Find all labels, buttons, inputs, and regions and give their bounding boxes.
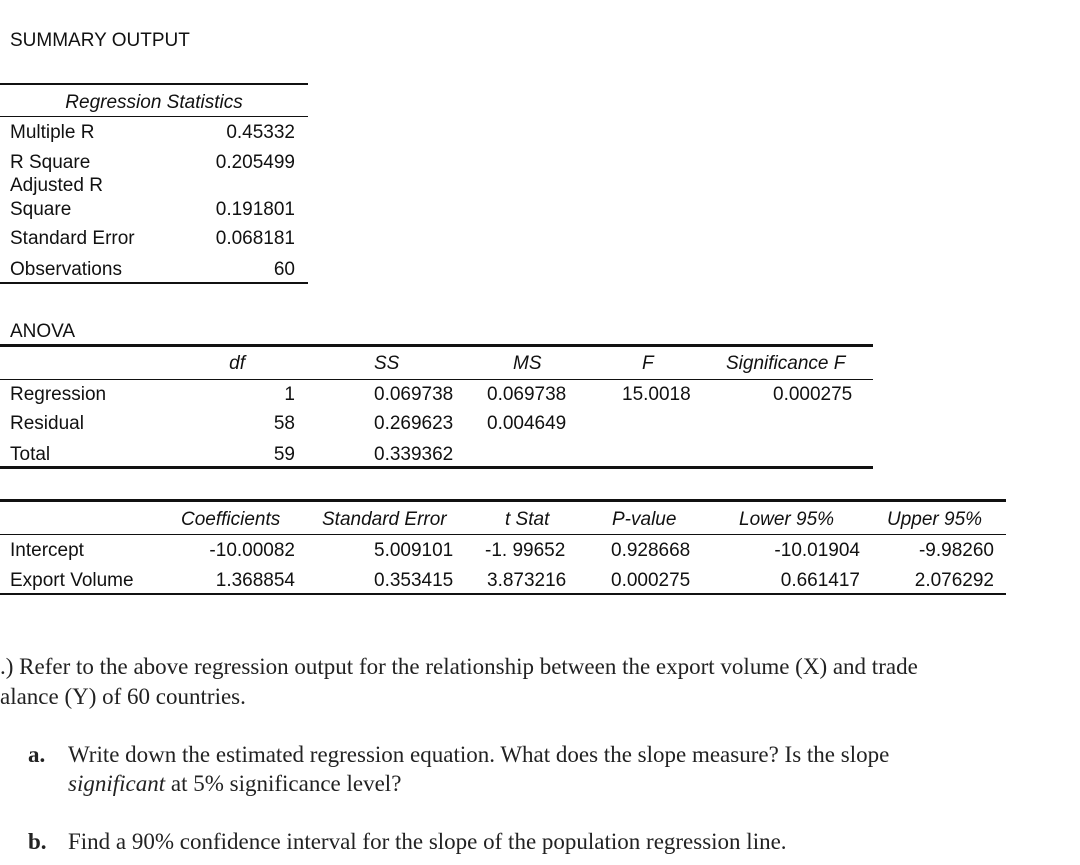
regstats-label: Adjusted R	[10, 175, 103, 196]
anova-cell-f: 15.0018	[622, 384, 691, 405]
anova-cell-ss: 0.339362	[374, 444, 454, 465]
coef-cell-t-stat: -1. 99652	[485, 540, 566, 561]
anova-cell-df: 59	[273, 444, 295, 465]
anova-header-ms: MS	[513, 353, 542, 374]
anova-title: ANOVA	[10, 321, 76, 342]
coef-header-upper-95: Upper 95%	[887, 509, 983, 530]
coef-top-rule	[0, 499, 1006, 502]
anova-header-f: F	[642, 353, 654, 374]
regstats-label: Standard Error	[10, 228, 135, 249]
anova-cell-ms: 0.004649	[487, 413, 567, 434]
anova-header-ss: SS	[374, 353, 400, 374]
regstats-header: Regression Statistics	[65, 92, 243, 113]
anova-cell-significance-f: 0.000275	[773, 384, 853, 405]
coef-row-label: Intercept	[10, 540, 84, 561]
regstats-value: 0.068181	[215, 228, 295, 249]
coef-cell-coefficient: 1.368854	[215, 570, 295, 591]
question-intro-line: alance (Y) of 60 countries.	[0, 684, 246, 709]
anova-cell-ms: 0.069738	[487, 384, 567, 405]
coef-cell-p-value: 0.000275	[611, 570, 691, 591]
anova-cell-df: 1	[284, 384, 295, 405]
part-a-line: Write down the estimated regression equation. What does the slope measure? Is the slope	[68, 742, 890, 767]
coef-bottom-rule	[0, 593, 1006, 595]
anova-header-rule	[0, 379, 873, 380]
regstats-value: 0.45332	[226, 122, 295, 143]
regstats-label: R Square	[10, 152, 91, 173]
regstats-label: Multiple R	[10, 122, 95, 143]
anova-cell-df: 58	[273, 413, 295, 434]
anova-header-df: df	[229, 353, 245, 374]
part-a-marker: a.	[28, 742, 46, 767]
coef-cell-coefficient: -10.00082	[209, 540, 295, 561]
regstats-top-rule	[0, 83, 308, 85]
part-b-marker: b.	[28, 829, 47, 854]
coef-cell-lower-95: 0.661417	[780, 570, 860, 591]
question-intro-line: .) Refer to the above regression output for the relationship between the export volume (X) and trade	[0, 654, 918, 679]
regstats-label: Observations	[10, 259, 122, 280]
anova-header-significance-f: Significance F	[726, 353, 846, 374]
regstats-label: Square	[10, 199, 72, 220]
coef-cell-standard-error: 0.353415	[374, 570, 454, 591]
coef-cell-upper-95: -9.98260	[918, 540, 994, 561]
regstats-value: 0.205499	[215, 152, 295, 173]
part-a-italic-word: significant	[68, 771, 166, 796]
anova-row-label: Total	[10, 444, 51, 465]
regstats-bottom-rule	[0, 282, 308, 284]
coef-header-t-stat: t Stat	[505, 509, 550, 530]
anova-row-label: Regression	[10, 384, 107, 405]
coef-header-p-value: P-value	[612, 509, 677, 530]
regstats-header-rule	[0, 116, 308, 117]
anova-row-label: Residual	[10, 413, 84, 434]
coef-header-coefficients: Coefficients	[181, 509, 281, 530]
regstats-value: 0.191801	[215, 199, 295, 220]
part-a-line-rest: at 5% significance level?	[165, 771, 402, 796]
regstats-value: 60	[273, 259, 295, 280]
coef-cell-upper-95: 2.076292	[914, 570, 994, 591]
coef-header-rule	[0, 534, 1006, 535]
anova-top-rule	[0, 344, 873, 347]
anova-cell-ss: 0.269623	[374, 413, 454, 434]
anova-bottom-rule	[0, 466, 873, 469]
coef-cell-lower-95: -10.01904	[774, 540, 860, 561]
anova-cell-ss: 0.069738	[374, 384, 454, 405]
coef-cell-standard-error: 5.009101	[374, 540, 454, 561]
coef-header-lower-95: Lower 95%	[739, 509, 835, 530]
coef-cell-p-value: 0.928668	[611, 540, 691, 561]
part-a-line	[68, 771, 401, 797]
coef-header-standard-error: Standard Error	[322, 509, 447, 530]
summary-title: SUMMARY OUTPUT	[10, 30, 190, 51]
coef-cell-t-stat: 3.873216	[487, 570, 567, 591]
coef-row-label: Export Volume	[10, 570, 134, 591]
part-b-line: Find a 90% confidence interval for the slope of the population regression line.	[68, 829, 787, 854]
